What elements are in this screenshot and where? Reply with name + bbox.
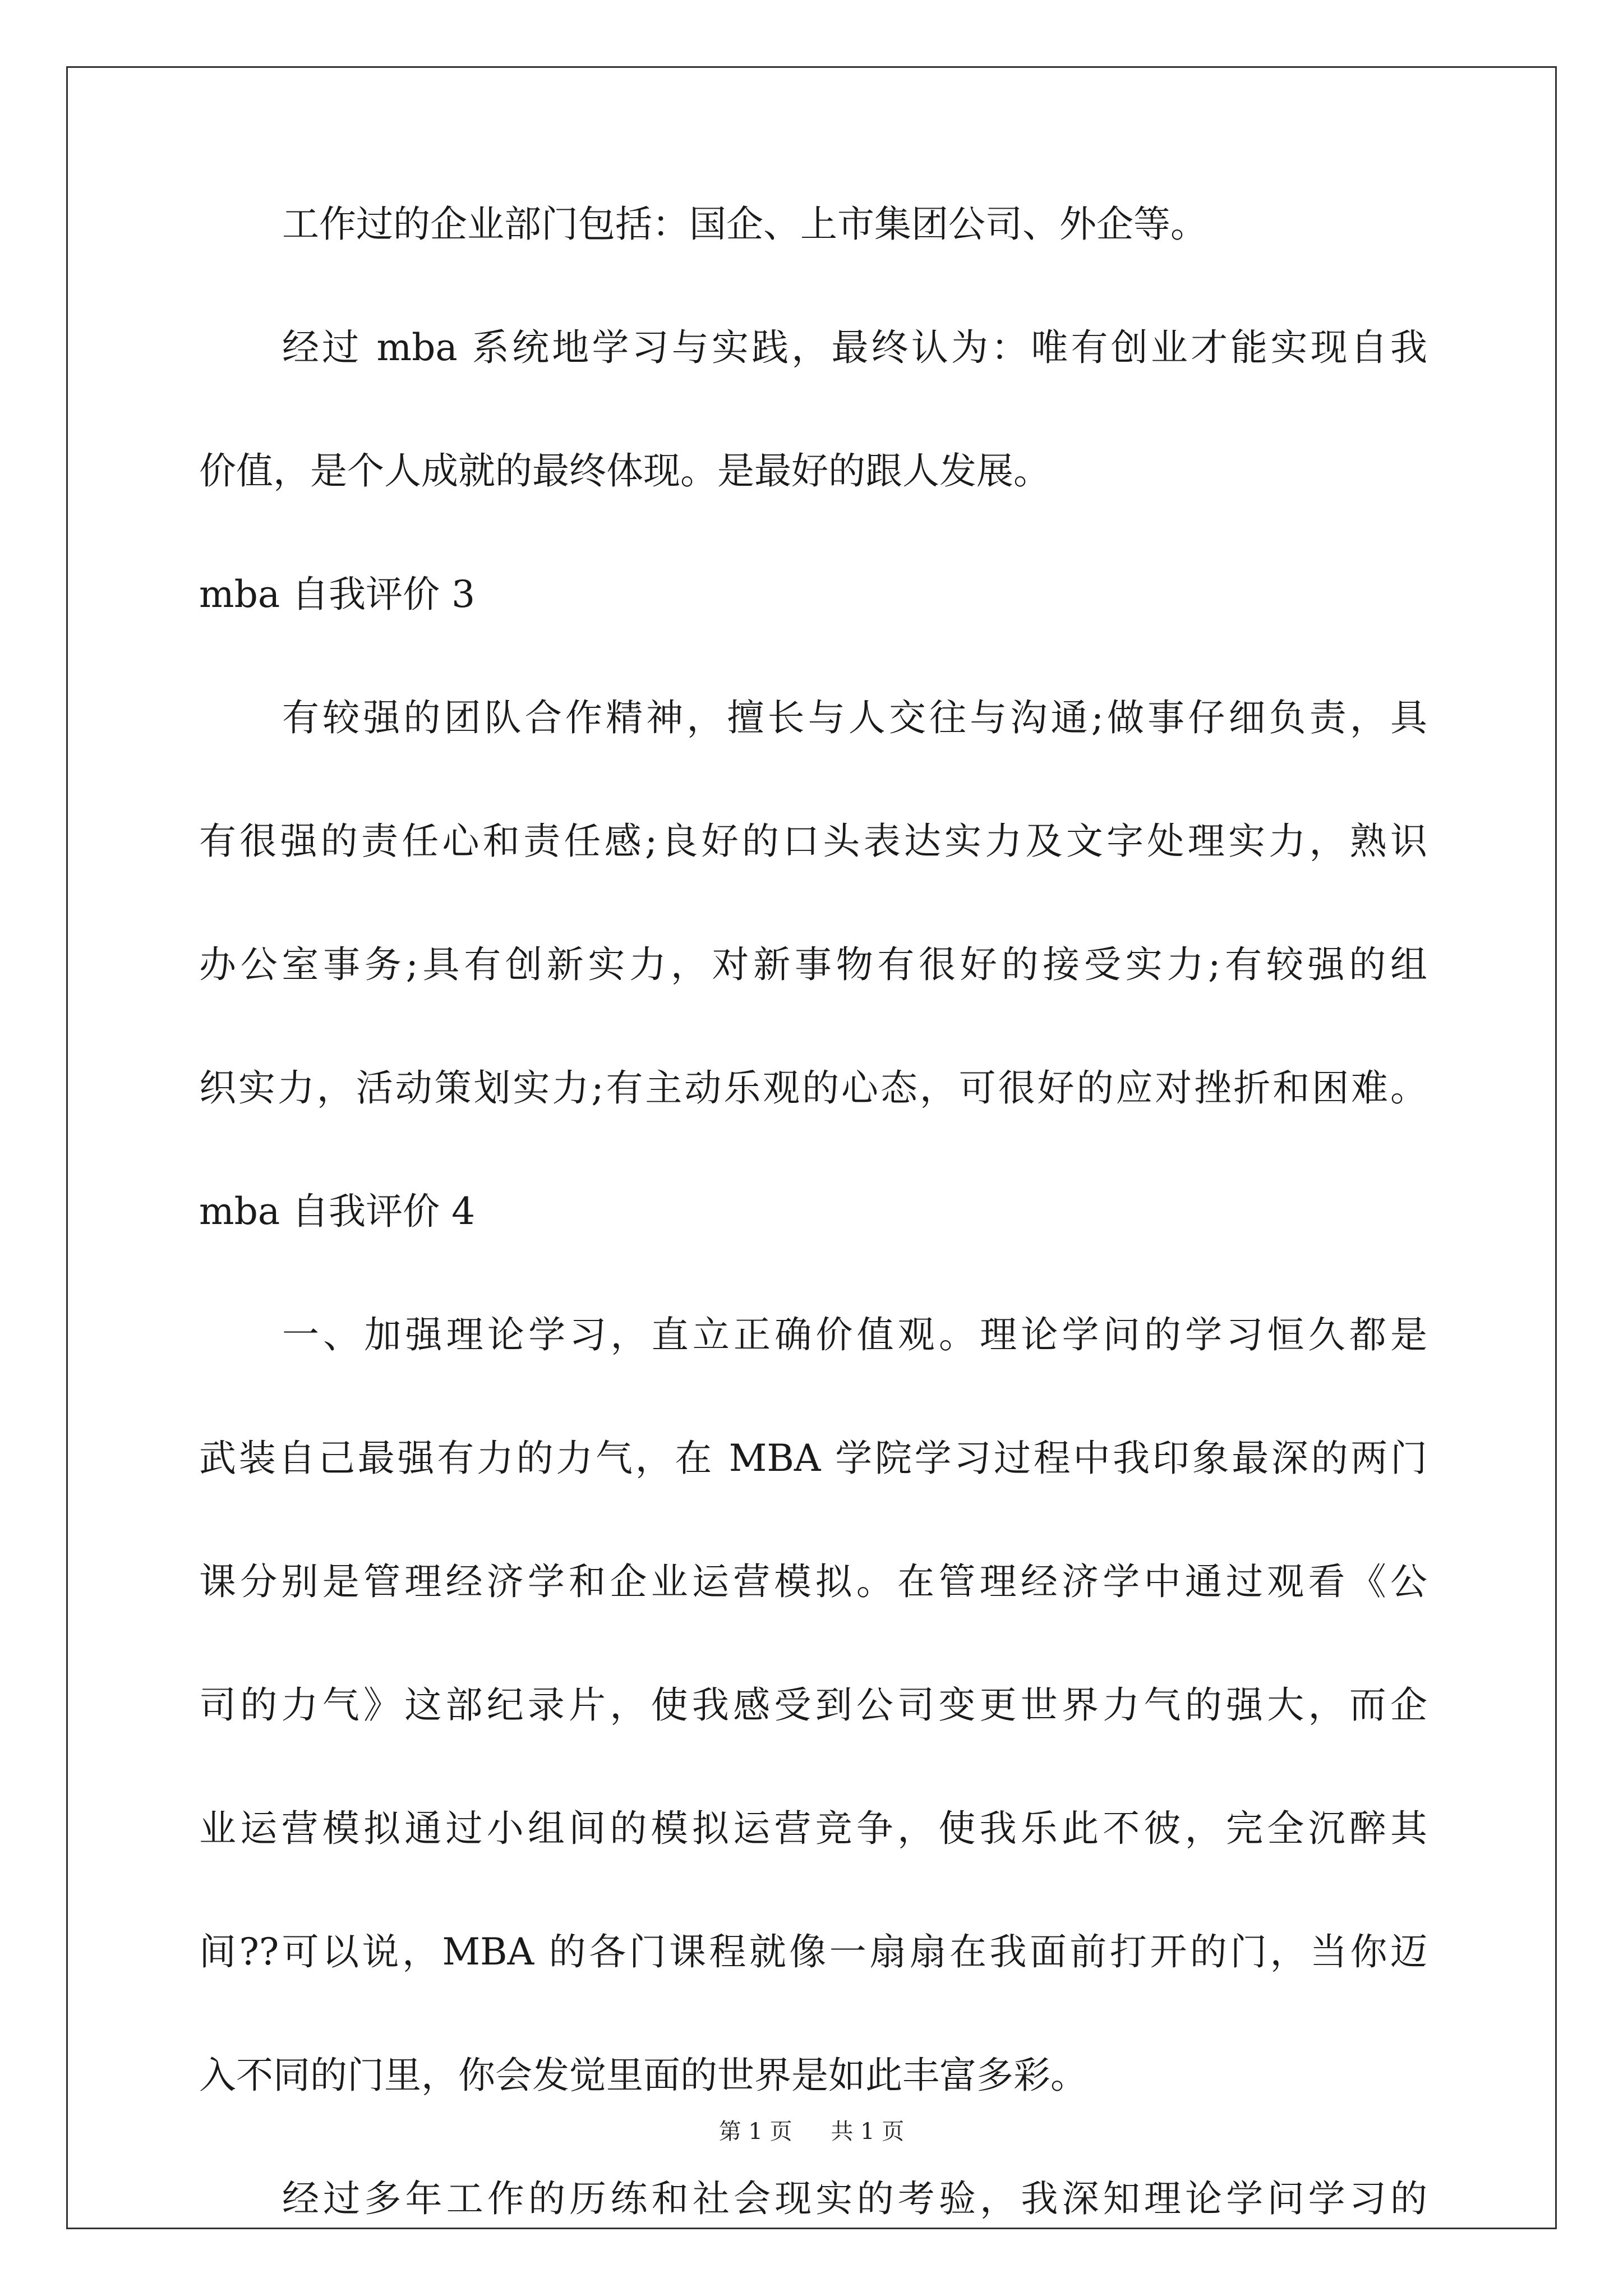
- paragraph-line: 工作过的企业部门包括：国企、上市集团公司、外企等。: [282, 203, 1207, 246]
- paragraph-line: 司的力气》这部纪录片，使我感受到公司变更世界力气的强大，而企: [199, 1683, 1427, 1727]
- paragraph-line: 武装自己最强有力的力气，在 MBA 学院学习过程中我印象最深的两门: [199, 1437, 1427, 1480]
- paragraph-line: 业运营模拟通过小组间的模拟运营竞争，使我乐此不彼，完全沉醉其: [199, 1807, 1427, 1850]
- paragraph-line: 一、加强理论学习，直立正确价值观。理论学问的学习恒久都是: [282, 1313, 1427, 1356]
- paragraph-line: 入不同的门里，你会发觉里面的世界是如此丰富多彩。: [199, 2054, 1087, 2097]
- section-heading: mba 自我评价 3: [199, 573, 476, 616]
- section-heading: mba 自我评价 4: [199, 1190, 476, 1233]
- paragraph-line: 课分别是管理经济学和企业运营模拟。在管理经济学中通过观看《公: [199, 1560, 1427, 1603]
- paragraph-line: 有较强的团队合作精神，擅长与人交往与沟通;做事仔细负责，具: [282, 696, 1427, 739]
- paragraph-line: 价值，是个人成就的最终体现。是最好的跟人发展。: [199, 449, 1050, 493]
- document-body: [199, 202, 1427, 2221]
- paragraph-line: 办公室事务;具有创新实力，对新事物有很好的接受实力;有较强的组: [199, 943, 1427, 986]
- paragraph-line: 有很强的责任心和责任感;良好的口头表达实力及文字处理实力，熟识: [199, 820, 1427, 863]
- page-footer: [0, 2118, 1623, 2146]
- paragraph-line: 经过多年工作的历练和社会现实的考验，我深知理论学问学习的: [282, 2177, 1427, 2220]
- paragraph-line: 经过 mba 系统地学习与实践，最终认为：唯有创业才能实现自我: [282, 326, 1427, 369]
- page-number-total: 共 1 页: [831, 2119, 905, 2145]
- paragraph-line: 织实力，活动策划实力;有主动乐观的心态，可很好的应对挫折和困难。: [199, 1066, 1427, 1110]
- page-number-current: 第 1 页: [718, 2119, 792, 2145]
- paragraph-line: 间??可以说，MBA 的各门课程就像一扇扇在我面前打开的门，当你迈: [199, 1930, 1427, 1973]
